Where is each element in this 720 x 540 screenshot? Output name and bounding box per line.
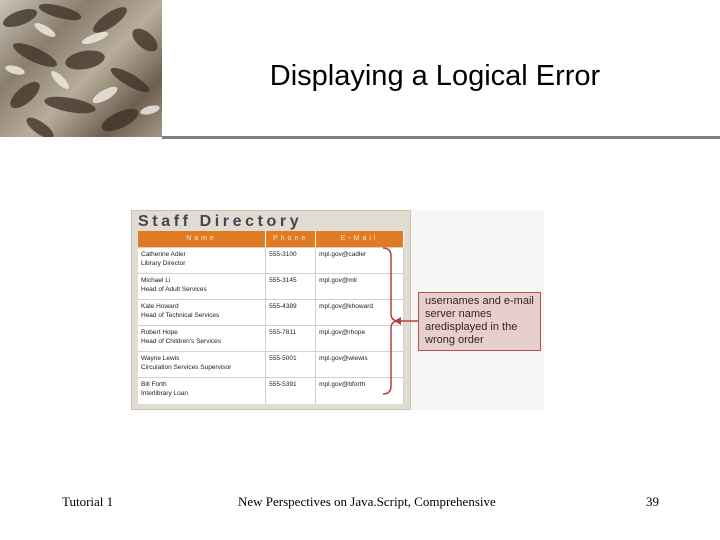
staff-phone: 555-5391 xyxy=(266,378,316,404)
staff-email: mpl.gov@khoward xyxy=(316,299,404,325)
header-decorative-image xyxy=(0,0,162,137)
header-divider xyxy=(162,136,720,139)
staff-title: Interlibrary Loan xyxy=(141,390,188,398)
staff-email: mpl.gov@cadler xyxy=(316,247,404,273)
staff-name: Kate Howard xyxy=(141,302,179,310)
staff-name: Wayne Lewis xyxy=(141,355,180,363)
figure-staff-directory xyxy=(131,210,544,410)
staff-name: Bill Forth xyxy=(141,381,167,389)
column-header-name: Name xyxy=(138,231,266,247)
staff-phone: 555-3145 xyxy=(266,273,316,299)
staff-email: mpl.gov@wlewis xyxy=(316,352,404,378)
footer-tutorial: Tutorial 1 xyxy=(62,494,114,509)
column-header-phone: Phone xyxy=(266,231,316,247)
staff-phone: 555-7811 xyxy=(266,325,316,351)
footer-page-number: 39 xyxy=(646,494,659,509)
staff-phone: 555-4389 xyxy=(266,299,316,325)
callout-note: usernames and e-mail server names aredisplayed in the wrong order xyxy=(418,292,541,351)
staff-name: Michael Li xyxy=(141,276,171,284)
staff-phone: 555-3100 xyxy=(266,247,316,273)
staff-email: mpl.gov@bforth xyxy=(316,378,404,404)
staff-title: Library Director xyxy=(141,259,186,267)
staff-name: Robert Hope xyxy=(141,328,178,336)
staff-email: mpl.gov@rhope xyxy=(316,325,404,351)
staff-phone: 555-5001 xyxy=(266,352,316,378)
staff-title: Circulation Services Supervisor xyxy=(141,364,232,372)
staff-name: Catherine Adler xyxy=(141,250,186,258)
staff-email: mpl.gov@mli xyxy=(316,273,404,299)
column-header-email: E-Mail xyxy=(316,231,404,247)
staff-title: Head of Technical Services xyxy=(141,311,220,319)
staff-title: Head of Children's Services xyxy=(141,337,221,345)
directory-heading: Staff Directory xyxy=(138,213,303,230)
footer-book-title: New Perspectives on Java.Script, Comprehensive xyxy=(238,494,496,509)
arrow-head-icon xyxy=(394,317,401,325)
staff-title: Head of Adult Services xyxy=(141,285,207,293)
slide-title: Displaying a Logical Error xyxy=(269,60,601,92)
scattered-letters-art xyxy=(0,0,162,137)
